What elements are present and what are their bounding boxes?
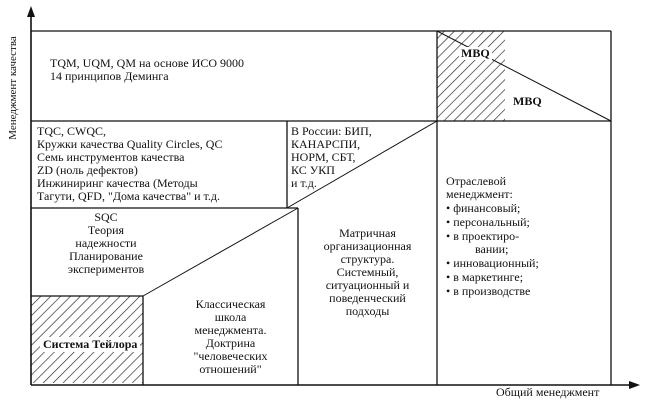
y-axis-arrow <box>27 6 35 17</box>
tqm-line-2: 14 принципов Деминга <box>50 69 169 83</box>
classic-line: Доктрина <box>205 336 256 350</box>
sectoral-item: • персональный; <box>446 215 530 229</box>
tqm-line-1: TQM, UQM, QM на основе ИСО 9000 <box>50 56 245 70</box>
sectoral-item: • в проектиро- <box>446 229 520 243</box>
russia-line: НОРМ, СБТ, <box>291 150 356 164</box>
y-axis-label: Менеджмент качества <box>7 36 19 140</box>
sqc-line: SQC <box>94 210 118 224</box>
tqc-line: Инжиниринг качества (Методы <box>37 176 198 190</box>
sqc-line: надежности <box>75 236 137 250</box>
classic-line: Классическая <box>195 297 266 311</box>
sectoral-item: • финансовый; <box>446 201 521 215</box>
tqc-line: ZD (ноль дефектов) <box>37 163 138 177</box>
x-axis-label: Общий менеджмент <box>496 385 600 399</box>
sectoral-item: • в производстве <box>446 284 531 298</box>
matrix-line: ситуационный и <box>325 278 410 292</box>
sqc-line: Планирование <box>69 249 143 263</box>
tqc-line: Семь инструментов качества <box>37 150 185 164</box>
russia-line: В России: БИП, <box>291 124 372 138</box>
tqc-line: Кружки качества Quality Circles, QC <box>37 137 223 151</box>
matrix-line: Системный, <box>336 265 399 279</box>
x-axis-arrow <box>629 381 640 389</box>
tqc-line: Тагути, QFD, "Дома качества" и т.д. <box>37 189 220 203</box>
sectoral-item: • в маркетинге; <box>446 270 524 284</box>
russia-line: и т.д. <box>291 176 317 190</box>
mbq-hatched-area <box>437 31 505 121</box>
matrix-line: структура. <box>340 252 395 266</box>
russia-line: КАНАРСПИ, <box>291 137 361 151</box>
tqc-line: TQC, CWQC, <box>37 124 106 138</box>
sectoral-title: менеджмент: <box>446 187 513 201</box>
sqc-line: Теория <box>87 223 125 237</box>
taylor-label: Система Тейлора <box>40 337 140 352</box>
sectoral-item-continuation: вании; <box>475 242 509 256</box>
russia-line: КС УКП <box>291 163 335 177</box>
matrix-line: поведенческий <box>329 291 406 305</box>
sqc-line: экспериментов <box>67 262 145 276</box>
classic-line: школа <box>214 310 247 324</box>
sectoral-item: • инновационный; <box>446 256 539 270</box>
sectoral-title: Отраслевой <box>446 174 507 188</box>
matrix-line: Матричная <box>339 226 396 240</box>
mbq-label-bottom: MBQ <box>513 94 542 108</box>
classic-line: "человеческих <box>193 349 268 363</box>
classic-line: отношений" <box>199 362 262 376</box>
classic-line: менеджмента. <box>194 323 267 337</box>
mbq-label-top: MBQ <box>461 46 490 60</box>
matrix-line: организационная <box>323 239 412 253</box>
matrix-line: подходы <box>345 304 390 318</box>
